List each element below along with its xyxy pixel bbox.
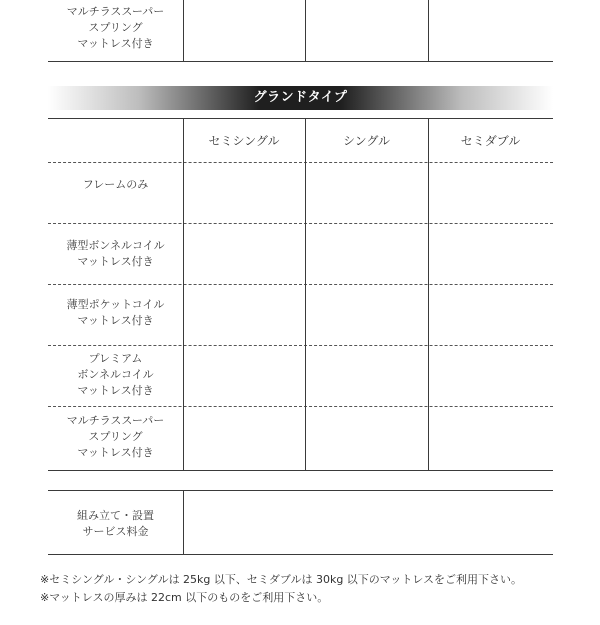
- column-divider: [305, 0, 306, 62]
- column-divider: [428, 118, 429, 471]
- column-divider: [183, 0, 184, 62]
- row-divider: [48, 345, 553, 346]
- row-label: フレームのみ: [82, 178, 149, 191]
- row-divider: [48, 223, 553, 224]
- note-thickness: ※マットレスの厚みは 22cm 以下のものをご利用下さい。: [40, 591, 329, 604]
- row-divider: [48, 284, 553, 285]
- row-label: 薄型ボンネルコイル マットレス付き: [66, 239, 165, 268]
- column-header-semi-single: セミシングル: [208, 134, 280, 148]
- section-banner: [48, 86, 553, 110]
- column-header-semi-double: セミダブル: [460, 134, 521, 148]
- table-bottom-border: [48, 470, 553, 471]
- column-divider: [305, 118, 306, 471]
- table-bottom-border: [48, 554, 553, 555]
- column-divider: [183, 490, 184, 555]
- row-divider: [48, 162, 553, 163]
- row-label: マルチラススーパー スプリング マットレス付き: [66, 414, 165, 459]
- row-divider: [48, 406, 553, 407]
- table-top-border: [48, 490, 553, 491]
- column-header-single: シングル: [342, 134, 391, 148]
- note-weight: ※セミシングル・シングルは 25kg 以下、セミダブルは 30kg 以下のマットレスをご利用下さい。: [40, 573, 523, 586]
- row-label: 薄型ポケットコイル マットレス付き: [66, 298, 165, 327]
- service-label: 組み立て・設置 サービス料金: [77, 509, 154, 538]
- row-label: プレミアム ボンネルコイル マットレス付き: [77, 352, 154, 397]
- table-bottom-border: [48, 61, 553, 62]
- section-title: グランドタイプ: [253, 90, 348, 105]
- row-label: マルチラススーパー スプリング マットレス付き: [66, 5, 165, 50]
- table-top-border: [48, 118, 553, 119]
- column-divider: [183, 118, 184, 471]
- column-divider: [428, 0, 429, 62]
